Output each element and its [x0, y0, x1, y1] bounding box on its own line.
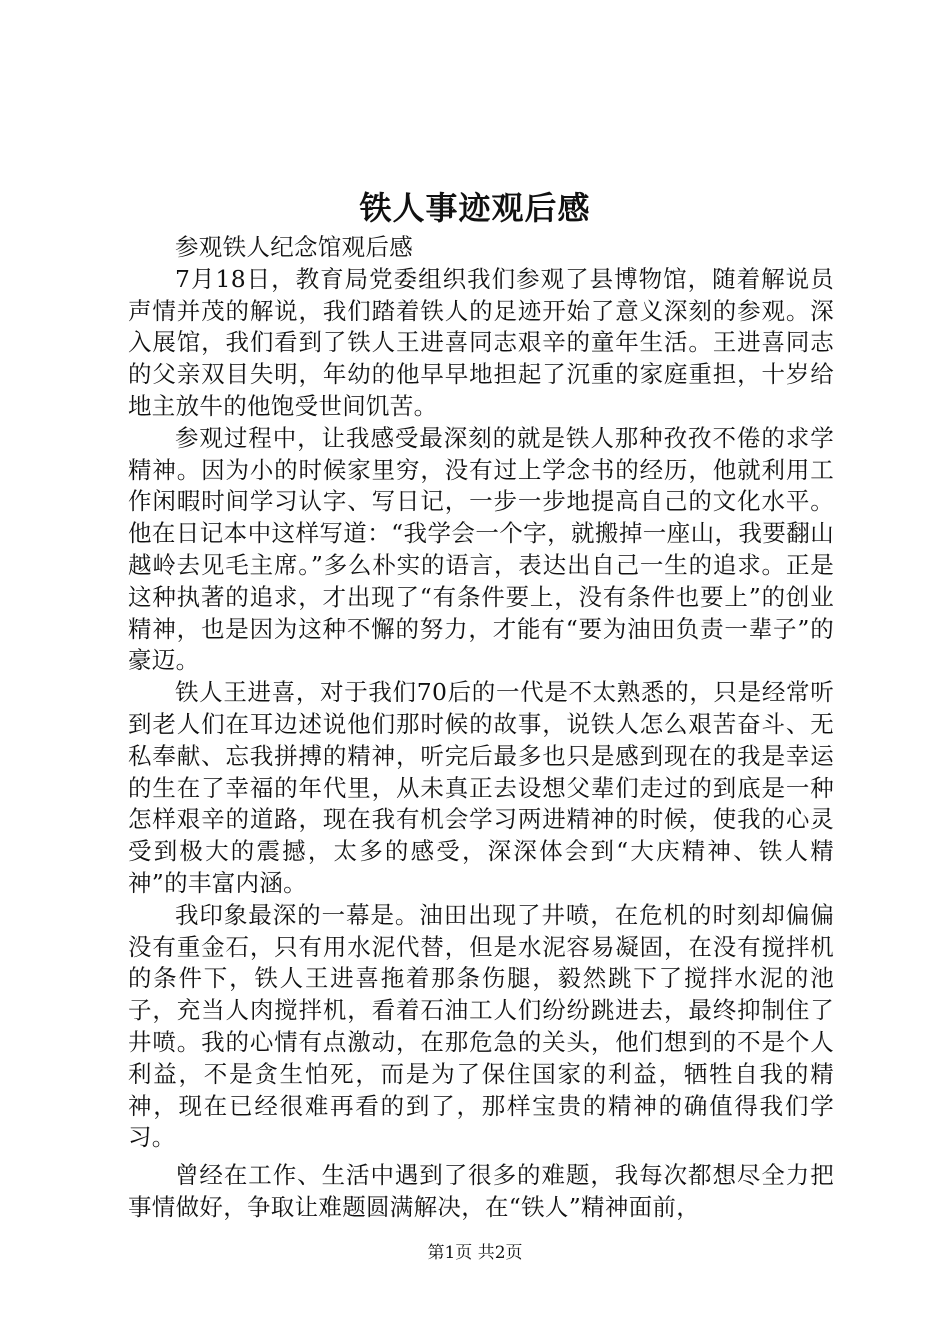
- paragraph-3: 铁人王进喜，对于我们70后的一代是不太熟悉的，只是经常听到老人们在耳边述说他们那时候的故事，说铁人怎么艰苦奋斗、无私奉献、忘我拼搏的精神，听完后最多也只是感到现在的我是幸运的生在了幸福的年代里，从未真正去设想父辈们走过的到底是一种怎样艰辛的道路，现在我有机会学习两进精神的时候，使我的心灵受到极大的震撼，太多的感受，深深体会到“大庆精神、铁人精神”的丰富内涵。: [128, 678, 834, 897]
- paragraph-2: 参观过程中，让我感受最深刻的就是铁人那种孜孜不倦的求学精神。因为小的时候家里穷，没有过上学念书的经历，他就利用工作闲暇时间学习认字、写日记，一步一步地提高自己的文化水平。他在日记本中这样写道：“我学会一个字，就搬掉一座山，我要翻山越岭去见毛主席。”多么朴实的语言，表达出自己一生的追求。正是这种执著的追求，才出现了“有条件要上，没有条件也要上”的创业精神，也是因为这种不懈的努力，才能有“要为油田负责一辈子”的豪迈。: [128, 423, 834, 675]
- paragraph-4: 我印象最深的一幕是。油田出现了井喷，在危机的时刻却偏偏没有重金石，只有用水泥代替，但是水泥容易凝固，在没有搅拌机的条件下，铁人王进喜拖着那条伤腿，毅然跳下了搅拌水泥的池子，充当人肉搅拌机，看着石油工人们纷纷跳进去，最终抑制住了井喷。我的心情有点激动，在那危急的关头，他们想到的不是个人利益，不是贪生怕死，而是为了保住国家的利益，牺牲自我的精神，现在已经很难再看的到了，那样宝贵的精神的确值得我们学习。: [128, 900, 834, 1152]
- document-title: 铁人事迹观后感: [359, 189, 591, 227]
- document-body: [128, 232, 834, 1224]
- paragraph-5: 曾经在工作、生活中遇到了很多的难题，我每次都想尽全力把事情做好，争取让难题圆满解决，在“铁人”精神面前，: [128, 1161, 834, 1221]
- document-subtitle: 参观铁人纪念馆观后感: [175, 233, 413, 261]
- paragraph-1: 7月18日，教育局党委组织我们参观了县博物馆，随着解说员声情并茂的解说，我们踏着铁人的足迹开始了意义深刻的参观。深入展馆，我们看到了铁人王进喜同志艰辛的童年生活。王进喜同志的父亲双目失明，年幼的他早早地担起了沉重的家庭重担，十岁给地主放牛的他饱受世间饥苦。: [128, 264, 834, 420]
- page-number-footer: 第1页 共2页: [427, 1243, 523, 1263]
